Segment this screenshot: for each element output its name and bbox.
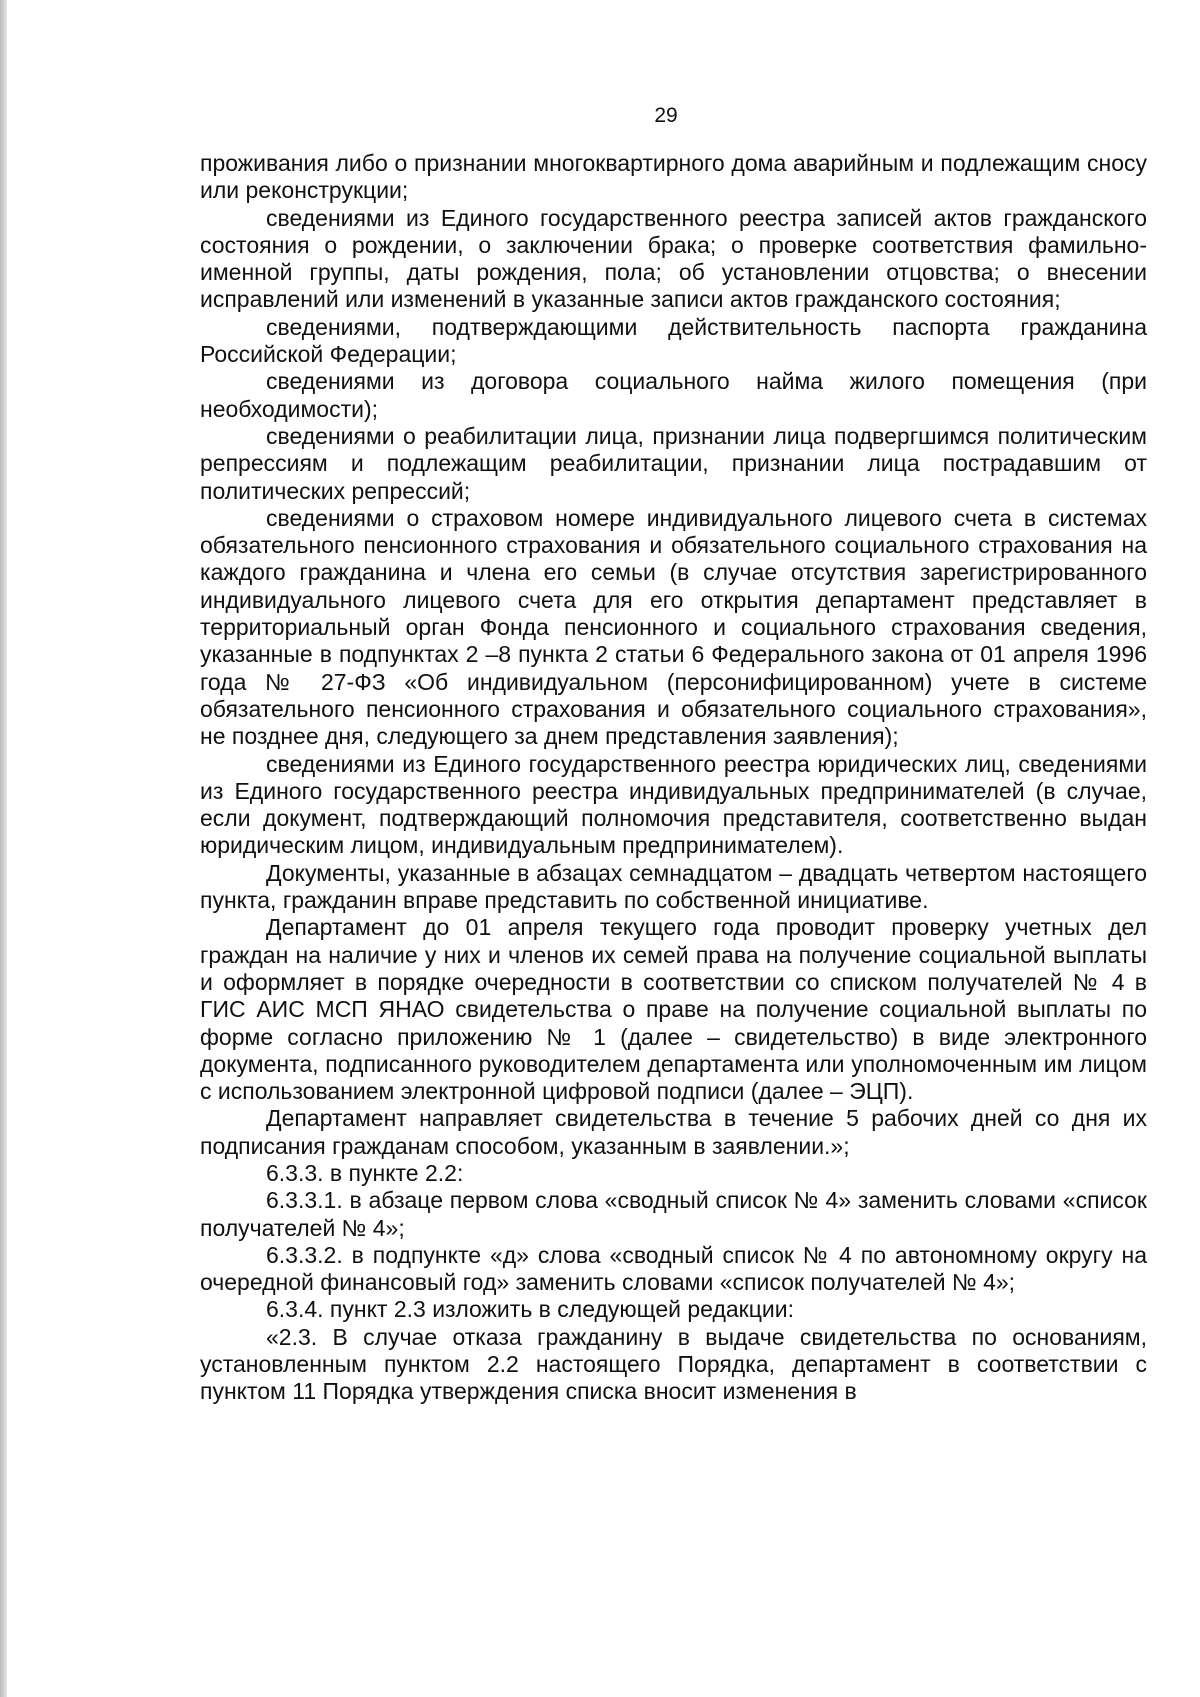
- paragraph: Департамент до 01 апреля текущего года проводит проверку учетных дел граждан на наличие у них и членов их семей права на получение социальной выплаты и оформляет в порядке очередности в соответствии со списком получателей № 4 в ГИС АИС МСП ЯНАО свидетельства о праве на получение социальной выплаты по форме согласно приложению № 1 (далее – свидетельство) в виде электронного документа, подписанного руководителем департамента или уполномоченным им лицом с использованием электронной цифровой подписи (далее – ЭЦП).: [200, 914, 1147, 1105]
- paragraph: 6.3.3.2. в подпункте «д» слова «сводный список № 4 по автономному округу на очередной финансовый год» заменить словами «список получателей № 4»;: [200, 1241, 1147, 1296]
- paragraph: сведениями о страховом номере индивидуального лицевого счета в системах обязательного пенсионного страхования и обязательного социального страхования на каждого гражданина и члена его семьи (в случае отсутствия зарегистрированного индивидуального лицевого счета для его открытия департамент представляет в территориальный орган Фонда пенсионного и социального страхования сведения, указанные в подпунктах 2 –8 пункта 2 статьи 6 Федерального закона от 01 апреля 1996 года № 27-ФЗ «Об индивидуальном (персонифицированном) учете в системе обязательного пенсионного страхования и обязательного социального страхования», не позднее дня, следующего за днем представления заявления);: [200, 504, 1147, 750]
- paragraph: сведениями из Единого государственного реестра записей актов гражданского состояния о рождении, о заключении брака; о проверке соответствия фамильно-именной группы, даты рождения, пола; об установлении отцовства; о внесении исправлений или изменений в указанные записи актов гражданского состояния;: [200, 204, 1147, 313]
- page-number: 29: [654, 104, 678, 127]
- paragraph: Документы, указанные в абзацах семнадцатом – двадцать четвертом настоящего пункта, гражданин вправе представить по собственной инициативе.: [200, 859, 1147, 914]
- paragraph: проживания либо о признании многоквартирного дома аварийным и подлежащим сносу или реконструкции;: [200, 150, 1147, 204]
- paragraph: Департамент направляет свидетельства в течение 5 рабочих дней со дня их подписания гражданам способом, указанным в заявлении.»;: [200, 1105, 1147, 1159]
- paragraph: «2.3. В случае отказа гражданину в выдаче свидетельства по основаниям, установленным пунктом 2.2 настоящего Порядка, департамент в соответствии с пунктом 11 Порядка утверждения списка вносит изменения в: [200, 1323, 1147, 1405]
- paragraph: сведениями из договора социального найма жилого помещения (при необходимости);: [200, 368, 1147, 422]
- paragraph: сведениями, подтверждающими действительность паспорта гражданина Российской Федерации;: [200, 313, 1147, 368]
- paragraph: сведениями о реабилитации лица, признании лица подвергшимся политическим репрессиям и подлежащим реабилитации, признании лица пострадавшим от политических репрессий;: [200, 422, 1147, 504]
- paragraph: 6.3.3.1. в абзаце первом слова «сводный список № 4» заменить словами «список получателей № 4»;: [200, 1187, 1147, 1241]
- paragraph: сведениями из Единого государственного реестра юридических лиц, сведениями из Единого государственного реестра индивидуальных предпринимателей (в случае, если документ, подтверждающий полномочия представителя, соответственно выдан юридическим лицом, индивидуальным предпринимателем).: [200, 750, 1147, 859]
- paragraph: 6.3.3. в пункте 2.2:: [266, 1159, 464, 1186]
- scan-edge-shadow: [0, 0, 7, 1697]
- document-body: [200, 150, 1147, 1406]
- paragraph: 6.3.4. пункт 2.3 изложить в следующей редакции:: [266, 1296, 794, 1323]
